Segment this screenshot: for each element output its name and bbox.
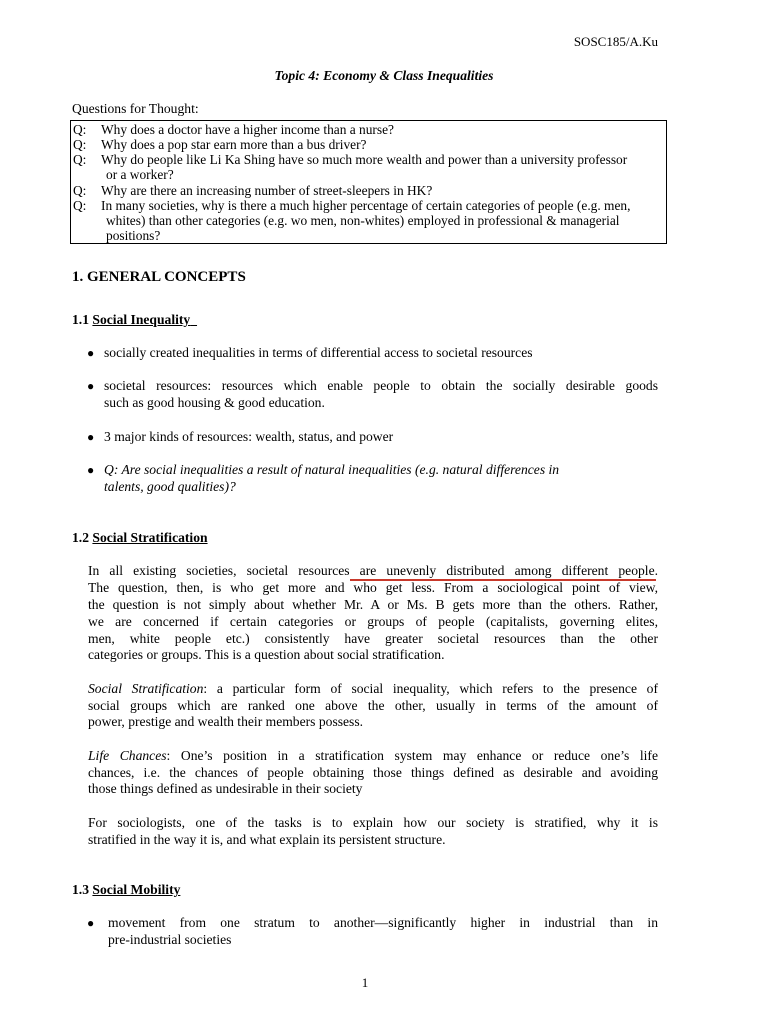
page-number: 1 — [361, 975, 369, 990]
subsection-heading-social-stratification — [72, 530, 208, 547]
subsection-title: Social Inequality — [92, 312, 191, 327]
question-item — [73, 122, 665, 138]
question-text: whites) than other categories (e.g. wo men, non-whites) employed in professional & managerial — [106, 213, 620, 228]
questions-label: Questions for Thought: — [72, 101, 199, 116]
paragraph-line: social groups which are ranked one above the other, usually in terms of the amount of — [88, 698, 658, 713]
question-text: Why does a pop star earn more than a bus driver? — [101, 137, 367, 152]
question-text: or a worker? — [106, 167, 174, 182]
bullet-icon: ● — [87, 430, 95, 444]
paragraph-line: power, prestige and wealth their members possess. — [88, 714, 364, 729]
term-life-chances: Life Chances — [88, 748, 167, 763]
question-item — [73, 198, 665, 214]
paragraph-line: men, white people etc.) consistently have greater societal resources than the other — [88, 631, 658, 646]
bullet-item: Q: Are social inequalities a result of natural inequalities (e.g. natural differences in — [104, 462, 560, 477]
definition-text: : One’s position in a stratification system may enhance or reduce one’s life — [166, 748, 658, 763]
paragraph-line: For sociologists, one of the tasks is to explain how our society is stratified, why it is — [88, 815, 658, 830]
course-code: SOSC185/A.Ku — [573, 34, 658, 49]
paragraph-line: stratified in the way it is, and what explain its persistent structure. — [88, 832, 446, 847]
definition-text: : a particular form of social inequality, which refers to the presence of — [203, 681, 658, 696]
question-text: positions? — [106, 228, 161, 243]
bullet-icon: ● — [87, 346, 95, 360]
paragraph-line: the question is not simply about whether Mr. A or Ms. B gets more than the others. Rather, — [88, 597, 658, 612]
question-mark: Q: — [73, 183, 87, 198]
paragraph-line: those things defined as undesirable in their society — [88, 781, 363, 796]
question-mark: Q: — [73, 137, 87, 152]
question-item — [73, 183, 665, 199]
bullet-item: 3 major kinds of resources: wealth, status, and power — [104, 429, 394, 444]
section-heading: 1. GENERAL CONCEPTS — [72, 269, 246, 285]
bullet-icon: ● — [87, 463, 95, 477]
subsection-title: Social Stratification — [92, 530, 208, 545]
question-text: Why do people like Li Ka Shing have so much more wealth and power than a university professor — [101, 152, 628, 167]
bullet-item-continuation: such as good housing & good education. — [104, 395, 325, 410]
question-mark: Q: — [73, 152, 87, 167]
bullet-item-continuation: talents, good qualities)? — [104, 479, 236, 494]
question-text: Why does a doctor have a higher income than a nurse? — [101, 122, 394, 137]
paragraph-line — [88, 681, 658, 698]
question-continuation — [73, 228, 665, 244]
question-mark: Q: — [73, 122, 87, 137]
paragraph-line: chances, i.e. the chances of people obtaining those things defined as desirable and avoiding — [88, 765, 658, 780]
paragraph-line: categories or groups. This is a question about social stratification. — [88, 647, 445, 662]
subsection-heading-social-inequality — [72, 312, 197, 329]
question-continuation — [73, 213, 665, 229]
term-social-stratification: Social Stratification — [88, 681, 204, 696]
bullet-item-continuation: pre-industrial societies — [108, 932, 232, 947]
bullet-icon: ● — [87, 379, 95, 393]
question-item — [73, 152, 665, 168]
bullet-icon: ● — [87, 916, 95, 930]
bullet-item: societal resources: resources which enable people to obtain the socially desirable goods — [104, 378, 658, 393]
question-item — [73, 137, 665, 153]
question-mark: Q: — [73, 198, 87, 213]
paragraph-line: In all existing societies, societal resources are unevenly distributed among different people. — [88, 563, 658, 578]
question-continuation — [73, 167, 665, 183]
subsection-title: Social Mobility — [92, 882, 181, 897]
bullet-item: movement from one stratum to another—significantly higher in industrial than in — [108, 915, 658, 930]
subsection-number: 1.2 — [72, 530, 89, 545]
questions-box — [70, 120, 667, 244]
paragraph-line: we are concerned if certain categories or groups of people (capitalists, governing elites, — [88, 614, 658, 629]
paragraph-line — [88, 748, 658, 765]
question-text: In many societies, why is there a much higher percentage of certain categories of people (e.g. men, — [101, 198, 631, 213]
subsection-number: 1.3 — [72, 882, 89, 897]
paragraph-line: The question, then, is who get more and who get less. From a sociological point of view, — [88, 580, 658, 595]
bullet-item: socially created inequalities in terms of differential access to societal resources — [104, 345, 533, 360]
subsection-number: 1.1 — [72, 312, 89, 327]
subsection-heading-social-mobility — [72, 882, 180, 899]
topic-title: Topic 4: Economy & Class Inequalities — [274, 68, 494, 83]
question-text: Why are there an increasing number of street-sleepers in HK? — [101, 183, 433, 198]
